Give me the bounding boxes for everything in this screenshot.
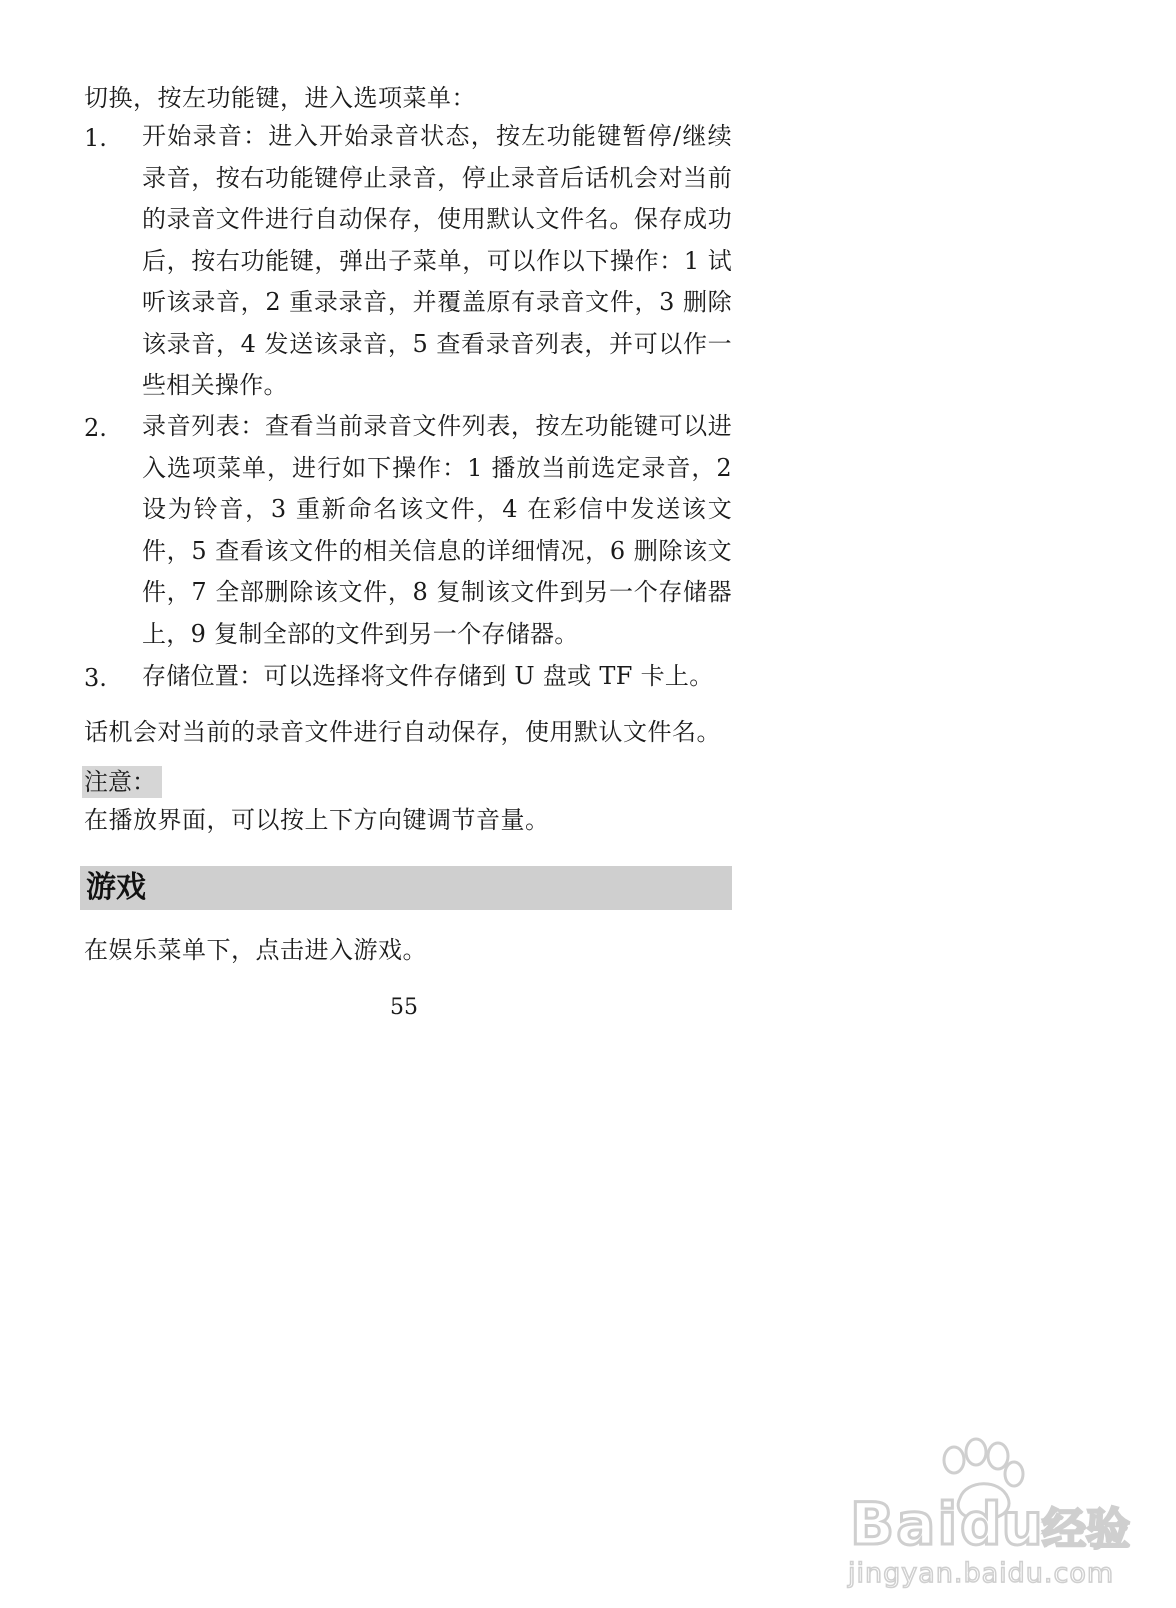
- section-body: [84, 934, 427, 966]
- list-number: 1.: [84, 124, 107, 152]
- section-heading-bar: [80, 866, 732, 910]
- after-list-line: 话机会对当前的录音文件进行自动保存，使用默认文件名。: [84, 718, 721, 746]
- section-body-suffix: 。: [402, 936, 427, 964]
- baidu-jingyan-watermark: [842, 1432, 1152, 1592]
- list-item-text: 开始录音：进入开始录音状态，按左功能键暂停/继续录音，按右功能键停止录音，停止录音后话机会对当前的录音文件进行自动保存，使用默认文件名。保存成功后，按右功能键，弹出子菜单，可以作以下操作：1 试听该录音，2 重录录音，并覆盖原有录音文件，3 删除该录音，4 发送该录音，5 查看录音列表，并可以作一些相关操作。: [142, 122, 732, 399]
- intro-line: 切换，按左功能键，进入选项菜单：: [84, 84, 476, 112]
- list-item-text: 录音列表：查看当前录音文件列表，按左功能键可以进入选项菜单，进行如下操作：1 播放当前选定录音，2 设为铃音，3 重新命名该文件，4 在彩信中发送该文件，5 查看该文件的相关信息的详细情况，6 删除该文件，7 全部删除该文件，8 复制该文件到另一个存储器上，9 复制全部的文件到另一个存储器。: [142, 412, 732, 648]
- svg-text:du: du: [960, 1490, 1043, 1558]
- section-body-bold: 游戏: [353, 936, 403, 964]
- page-number: 55: [390, 995, 418, 1020]
- list-item-text: 存储位置：可以选择将文件存储到 U 盘或 TF 卡上。: [142, 662, 714, 690]
- svg-text:Bai: Bai: [850, 1490, 960, 1558]
- note-text: 在播放界面，可以按上下方向键调节音量。: [84, 806, 550, 834]
- section-body-prefix: 在娱乐菜单下，点击进入: [84, 936, 354, 964]
- note-label: 注意：: [82, 766, 162, 798]
- section-title: 游戏: [86, 870, 146, 905]
- list-number: 3.: [84, 664, 107, 692]
- list-number: 2.: [84, 414, 107, 442]
- svg-text:经验: 经验: [1042, 1504, 1130, 1555]
- svg-text:jingyan.baidu.com: jingyan.baidu.com: [848, 1558, 1115, 1589]
